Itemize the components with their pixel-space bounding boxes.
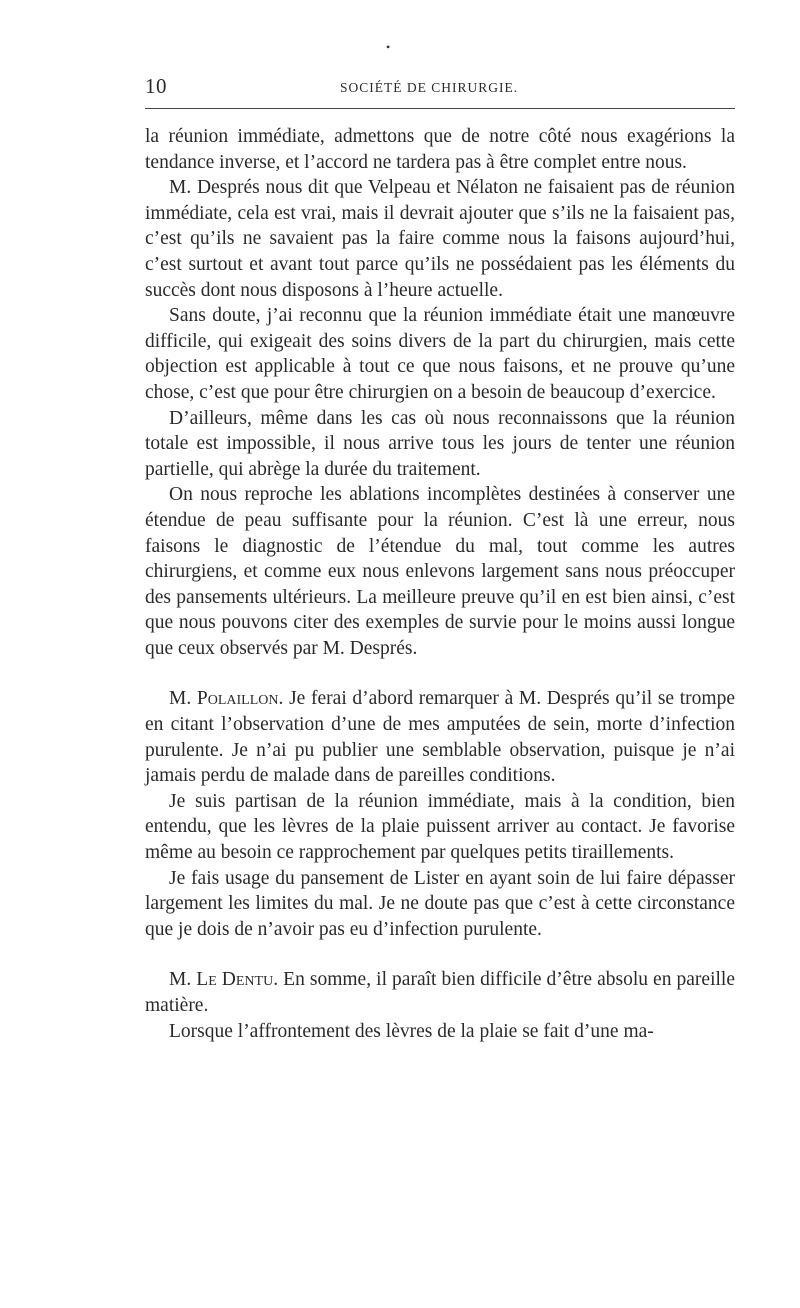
paragraph-text: M. Després nous dit que Velpeau et Nélaton ne faisaient pas de réunion immédiate, cela est vrai, mais il devrait ajouter que s’ils ne la faisaient pas, c’est qu’ils ne savaient pas la faire comme nous la faisons aujourd’hui, c’est surtout et avant tout parce qu’ils ne possédaient pas les éléments du succès dont nous disposons à l’heure actuelle. xyxy=(145,177,735,301)
paragraph-continued xyxy=(145,124,735,175)
paragraph xyxy=(145,866,735,943)
body-text xyxy=(145,124,735,1044)
paragraph xyxy=(145,1019,735,1045)
paragraph-text: D’ailleurs, même dans les cas où nous reconnaissons que la réunion totale est impossible, il nous arrive tous les jours de tenter une réunion partielle, qui abrège la durée du traitement. xyxy=(145,407,735,480)
paragraph-text: Lorsque l’affrontement des lèvres de la plaie se fait d’une ma- xyxy=(169,1020,654,1042)
speaker-paragraph xyxy=(145,967,735,1018)
paragraph xyxy=(145,303,735,405)
running-header xyxy=(145,74,735,100)
paragraph-text: Je suis partisan de la réunion immédiate, mais à la condition, bien entendu, que les lèvres de la plaie puissent arriver au contact. Je favorise même au besoin ce rapprochement par quelques petits tiraillements. xyxy=(145,790,735,864)
page-number: 10 xyxy=(145,74,167,98)
paragraph-text: Sans doute, j’ai reconnu que la réunion immédiate était une manœuvre difficile, qui exigeait des soins divers de la part du chirurgien, mais cette objection est applicable à tout ce que nous faisons, et ne prouve qu’une chose, c’est que pour être chirurgien on a besoin de beaucoup d’exercice. xyxy=(145,305,735,403)
paragraph xyxy=(145,175,735,303)
running-title: SOCIÉTÉ DE CHIRURGIE. xyxy=(340,80,519,95)
paragraph-text: Je ferai d’abord remarquer à M. Després qu’il se trompe en citant l’observation d’une de mes amputées de sein, morte d’infection purulente. Je n’ai pu publier une semblable observation, puisque je n’ai jamais perdu de malade dans de pareilles conditions. xyxy=(145,688,735,787)
header-rule xyxy=(145,108,735,109)
paragraph-text: la réunion immédiate, admettons que de notre côté nous exagérions la tendance inverse, et l’accord ne tardera pas à être complet entre nous. xyxy=(145,126,735,173)
speaker-name: M. Polaillon. xyxy=(169,688,284,710)
page-top-mark: • xyxy=(386,40,391,54)
speaker-name: M. Le Dentu. xyxy=(169,969,279,991)
paragraph xyxy=(145,482,735,661)
paragraph-text: Je fais usage du pansement de Lister en ayant soin de lui faire dépasser largement les limites du mal. Je ne doute pas que c’est à cette circonstance que je dois de n’avoir pas eu d’infection purulente. xyxy=(145,867,735,940)
speaker-paragraph xyxy=(145,686,735,788)
paragraph-text: On nous reproche les ablations incomplètes destinées à conserver une étendue de peau suffisante pour la réunion. C’est là une erreur, nous faisons le diagnostic de l’étendue du mal, tout comme les autres chirurgiens, et comme eux nous enlevons largement sans nous préoccuper des pansements ultérieurs. La meilleure preuve qu’il en est bien ainsi, c’est que nous pouvons citer des exemples de survie pour le moins aussi longue que ceux observés par M. Després. xyxy=(145,484,735,659)
paragraph xyxy=(145,406,735,483)
paragraph-text: En somme, il paraît bien difficile d’être absolu en pareille matière. xyxy=(145,969,735,1016)
paragraph xyxy=(145,789,735,866)
